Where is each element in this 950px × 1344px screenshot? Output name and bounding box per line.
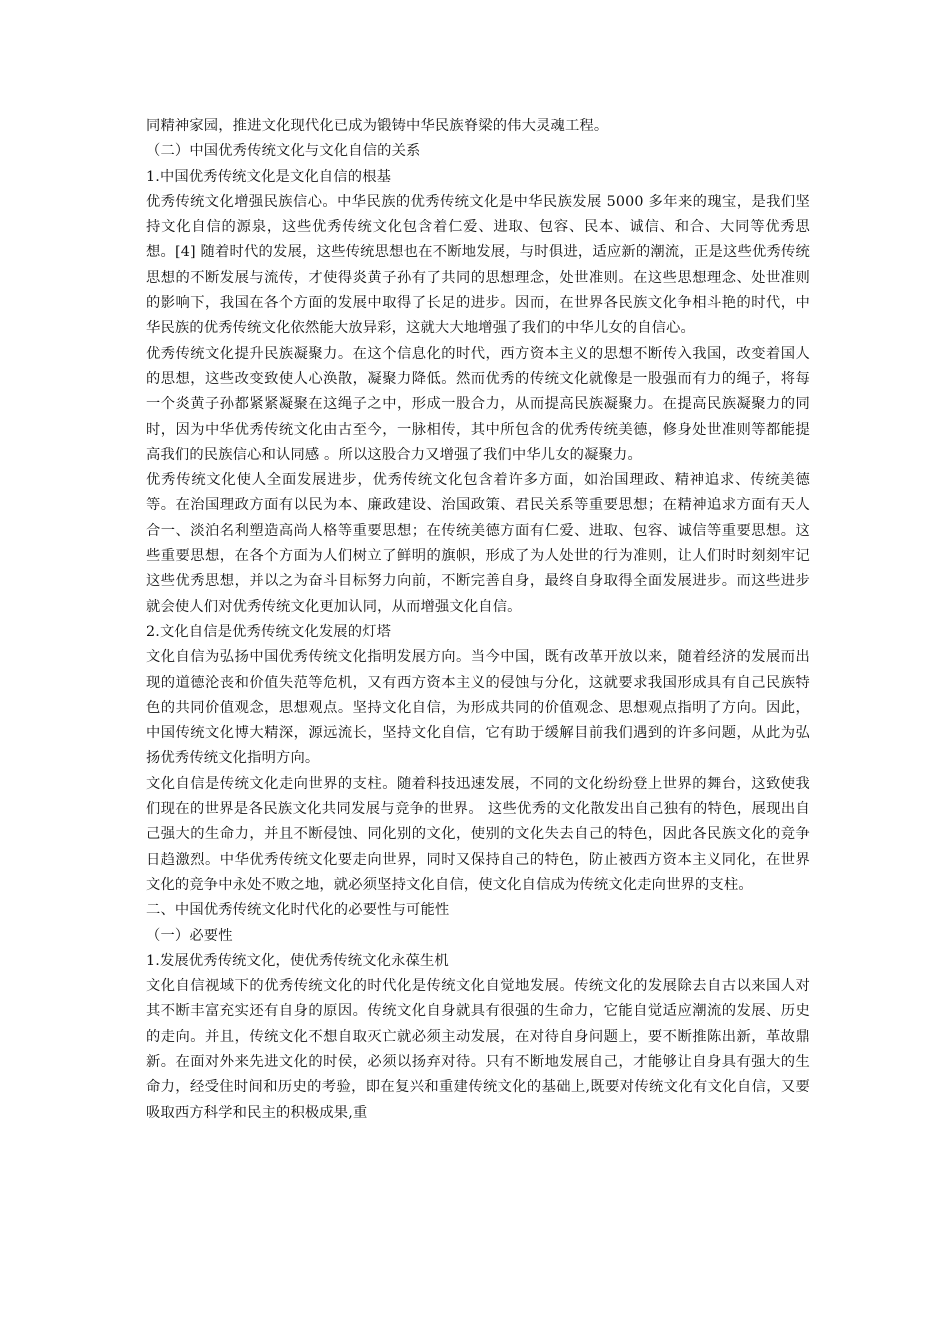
paragraph: 优秀传统文化增强民族信心。中华民族的优秀传统文化是中华民族发展 5000 多年来的瑰宝，是我们坚持文化自信的源泉，这些优秀传统文化包含着仁爱、进取、包容、民本、诚信、和合、大同等优秀思想。[4] 随着时代的发展，这些传统思想也在不断地发展，与时俱进，适应新的潮流，正是这些优秀传统思想的不断发展与流传，才使得炎黄子孙有了共同的思想理念，处世准则。在这些思想理念、处世准则的影响下，我国在各个方面的发展中取得了长足的进步。因而，在世界各民族文化争相斗艳的时代，中华民族的优秀传统文化依然能大放异彩，这就大大地增强了我们的中华儿女的自信心。 xyxy=(146,193,810,337)
section-heading: （一）必要性 xyxy=(146,927,233,944)
paragraph: 文化自信视域下的优秀传统文化的时代化是传统文化自觉地发展。传统文化的发展除去自古以来国人对其不断丰富充实还有自身的原因。传统文化自身就具有很强的生命力，它能自觉适应潮流的发展、历史的走向。并且，传统文化不想自取灭亡就必须主动发展，在对待自身问题上，要不断推陈出新，革故鼎新。在面对外来先进文化的时侯，必须以扬弃对待。只有不断地发展自己，才能够让自身具有强大的生命力，经受住时间和历史的考验，即在复兴和重建传统文化的基础上,既要对传统文化有文化自信，又要吸取西方科学和民主的积极成果,重 xyxy=(146,978,810,1121)
paragraph: 同精神家园，推进文化现代化已成为锻铸中华民族脊梁的伟大灵魂工程。 xyxy=(146,118,609,134)
chapter-heading: 二、中国优秀传统文化时代化的必要性与可能性 xyxy=(146,902,450,919)
paragraph: 优秀传统文化使人全面发展进步，优秀传统文化包含着许多方面，如治国理政、精神追求、传统美德等。在治国理政方面有以民为本、廉政建设、治国政策、君民关系等重要思想；在精神追求方面有天人合一、淡泊名利塑造高尚人格等重要思想；在传统美德方面有仁爱、进取、包容、诚信等重要思想。这些重要思想，在各个方面为人们树立了鲜明的旗帜，形成了为人处世的行为准则，让人们时时刻刻牢记这些优秀思想，并以之为奋斗目标努力向前，不断完善自身，最终自身取得全面发展进步。而这些进步就会使人们对优秀传统文化更加认同，从而增强文化自信。 xyxy=(146,472,810,615)
subsection-heading: 2.文化自信是优秀传统文化发展的灯塔 xyxy=(146,623,392,640)
paragraph: 优秀传统文化提升民族凝聚力。在这个信息化的时代，西方资本主义的思想不断传入我国，改变着国人的思想，这些改变致使人心涣散，凝聚力降低。然而优秀的传统文化就像是一股强而有力的绳子，将每一个炎黄子孙都紧紧凝聚在这绳子之中，形成一股合力，从而提高民族凝聚力。在提高民族凝聚力的同时，因为中华优秀传统文化由古至今，一脉相传，其中所包含的优秀传统美德，修身处世准则等都能提高我们的民族信心和认同感 。所以这股合力又增强了我们中华儿女的凝聚力。 xyxy=(146,345,810,463)
subsection-heading: 1.发展优秀传统文化，使优秀传统文化永葆生机 xyxy=(146,952,449,969)
subsection-heading: 1.中国优秀传统文化是文化自信的根基 xyxy=(146,168,392,185)
paragraph: 文化自信为弘扬中国优秀传统文化指明发展方向。当今中国，既有改革开放以来，随着经济的发展而出现的道德沦丧和价值失范等危机，又有西方资本主义的侵蚀与分化，这就要求我国形成具有自己民族特色的共同价值观念，思想观点。坚持文化自信，为形成共同的价值观念、思想观点指明了方向。因此，中国传统文化博大精深，源远流长，坚持文化自信，它有助于缓解目前我们遇到的许多问题，从此为弘扬优秀传统文化指明方向。 xyxy=(146,649,810,767)
section-heading: （二）中国优秀传统文化与文化自信的关系 xyxy=(146,143,421,160)
document-page xyxy=(146,114,810,1126)
paragraph: 文化自信是传统文化走向世界的支柱。随着科技迅速发展，不同的文化纷纷登上世界的舞台，这致使我们现在的世界是各民族文化共同发展与竞争的世界。 这些优秀的文化散发出自己独有的特色，展现出自己强大的生命力，并且不断侵蚀、同化别的文化，使别的文化失去自己的特色，因此各民族文化的竞争日趋激烈。中华优秀传统文化要走向世界，同时又保持自己的特色，防止被西方资本主义同化，在世界文化的竞争中永处不败之地，就必须坚持文化自信，使文化自信成为传统文化走向世界的支柱。 xyxy=(146,775,810,893)
